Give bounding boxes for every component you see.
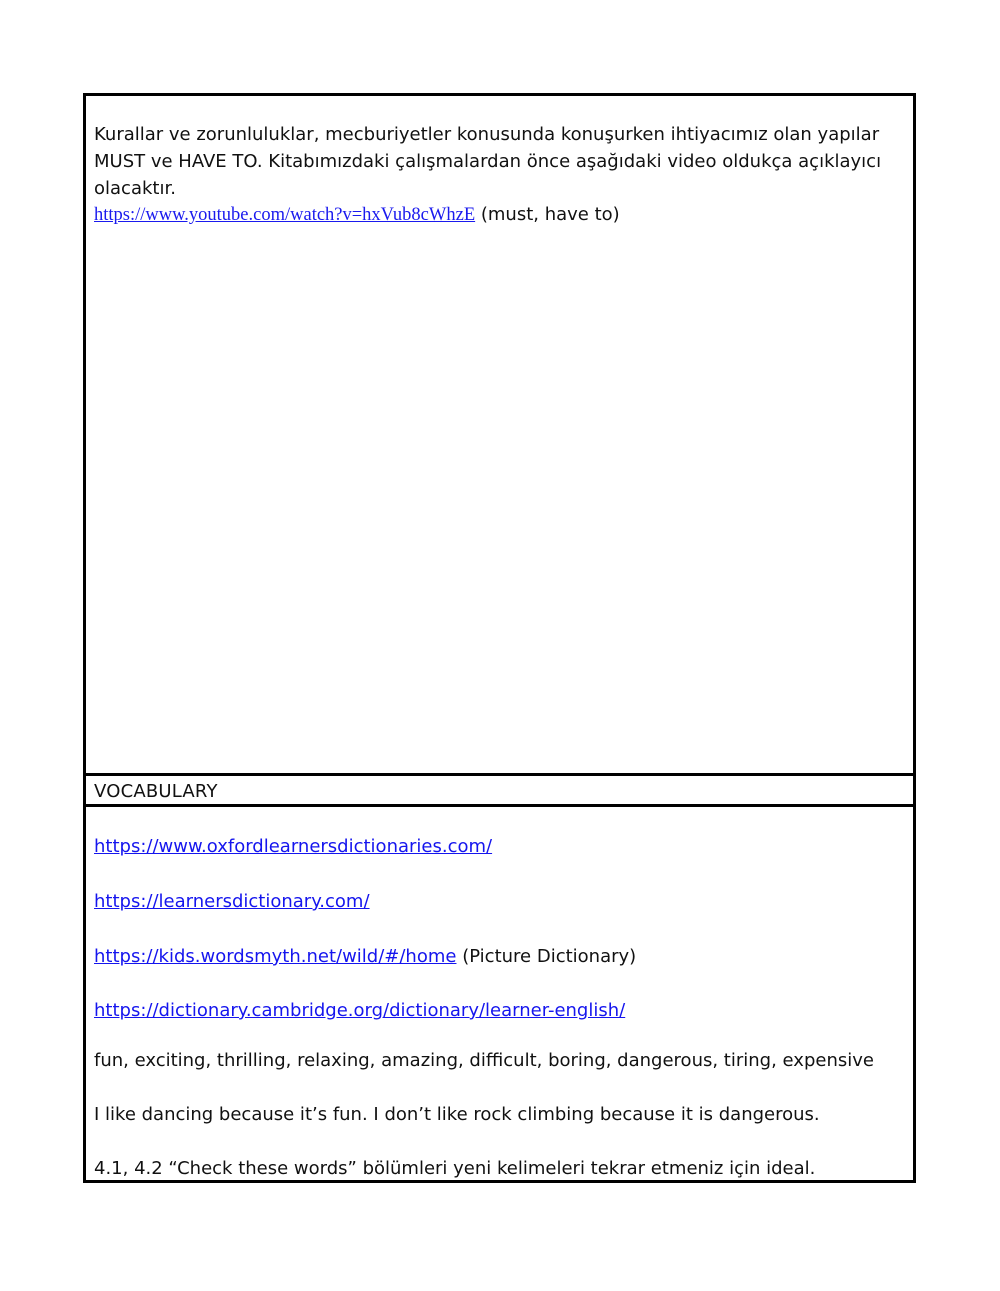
study-tip: 4.1, 4.2 “Check these words” bölümleri yeni kelimeleri tekrar etmeniz için ideal. (94, 1158, 816, 1179)
dictionary-row-oxford (94, 835, 492, 859)
youtube-video-link[interactable]: https://www.youtube.com/watch?v=hxVub8cWhzE (94, 205, 476, 225)
video-line (94, 202, 905, 228)
worksheet-table (83, 93, 916, 1183)
learners-dictionary-link[interactable]: https://learnersdictionary.com/ (94, 891, 370, 912)
dictionary-row-learners (94, 890, 370, 914)
picture-dictionary-note: (Picture Dictionary) (462, 946, 637, 967)
dictionary-row-wordsmyth (94, 945, 636, 969)
cambridge-dictionary-link[interactable]: https://dictionary.cambridge.org/dictionary/learner-english/ (94, 1000, 626, 1021)
example-sentence: I like dancing because it’s fun. I don’t like rock climbing because it is dangerous. (94, 1104, 820, 1125)
video-note: (must, have to) (480, 204, 620, 225)
vocabulary-heading: VOCABULARY (86, 776, 913, 807)
oxford-dictionary-link[interactable]: https://www.oxfordlearnersdictionaries.com/ (94, 836, 493, 857)
dictionary-row-cambridge (94, 999, 625, 1023)
adjective-list: fun, exciting, thrilling, relaxing, amazing, difficult, boring, dangerous, tiring, expensive (94, 1050, 874, 1071)
wordsmyth-dictionary-link[interactable]: https://kids.wordsmyth.net/wild/#/home (94, 946, 457, 967)
intro-paragraph: Kurallar ve zorunluluklar, mecburiyetler konusunda konuşurken ihtiyacımız olan yapılar MUST ve HAVE TO. Kitabımızdaki çalışmalardan önce aşağıdaki video oldukça açıklayıcı olacaktır. (94, 124, 882, 199)
vocabulary-section (86, 807, 913, 1180)
intro-section (86, 96, 913, 776)
